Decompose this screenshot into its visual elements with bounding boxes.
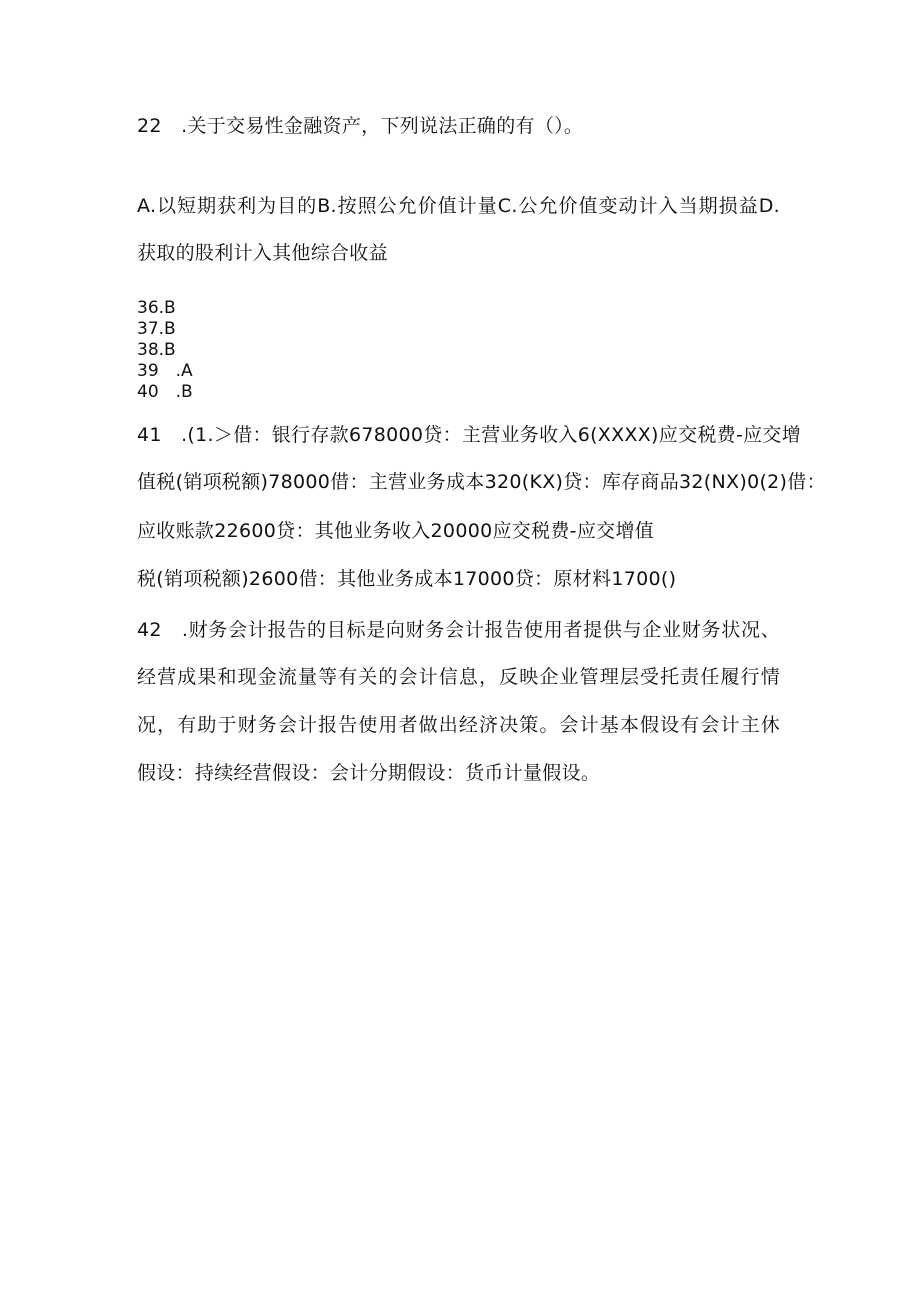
question-22: 22 .关于交易性金融资产，下列说法正确的有（）。: [137, 115, 584, 137]
question-41-line-4: 税(销项税额)2600借：其他业务成本17000贷：原材料1700(): [137, 568, 677, 590]
question-41-line-3: 应收账款22600贷：其他业务收入20000应交税费-应交增值: [137, 520, 655, 542]
answer-40: 40 .B: [137, 382, 193, 402]
question-41-line-1: 41 .(1.＞借：银行存款678000贷：主营业务收入6(XXXX)应交税费-应交增: [137, 424, 802, 446]
question-41-line-2: 值税(销项税额)78000借：主营业务成本320(KX)贷：库存商品32(NX)0(2)借：: [137, 471, 826, 493]
question-22-options-line-1: A.以短期获利为目的B.按照公允价值计量C.公允价值变动计入当期损益D.: [137, 195, 780, 217]
answer-37: 37.B: [137, 319, 176, 339]
question-42-line-4: 假设：持续经营假设：会计分期假设：货币计量假设。: [137, 762, 601, 784]
answer-38: 38.B: [137, 340, 176, 360]
question-42-line-1: 42 .财务会计报告的目标是向财务会计报告使用者提供与企业财务状况、: [137, 619, 780, 641]
question-22-options-line-2: 获取的股利计入其他综合收益: [137, 242, 388, 264]
question-42-line-3: 况，有助于财务会计报告使用者做出经济决策。会计基本假设有会计主休: [137, 714, 780, 736]
question-42-line-2: 经营成果和现金流量等有关的会计信息，反映企业管理层受托责任履行情: [137, 666, 780, 688]
answer-36: 36.B: [137, 298, 176, 318]
answer-39: 39 .A: [137, 361, 193, 381]
